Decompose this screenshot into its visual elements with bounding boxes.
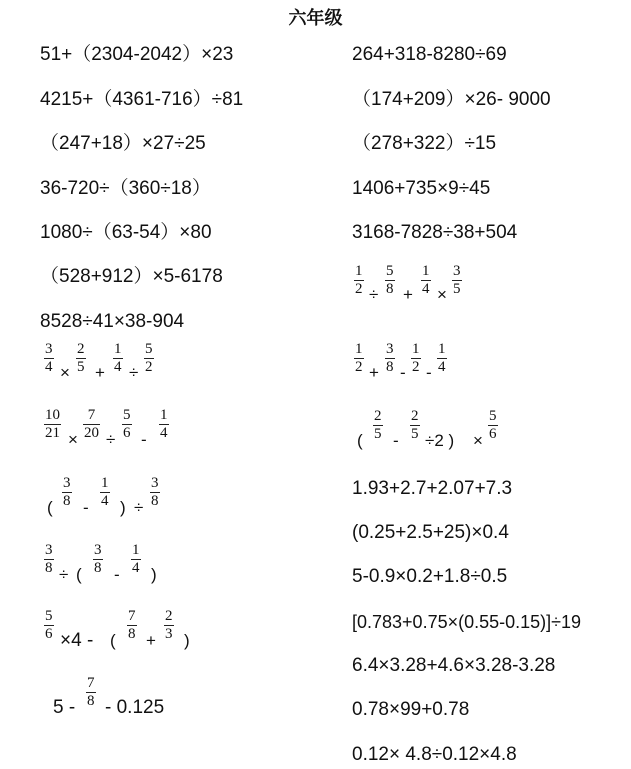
- fraction: 2 3: [165, 608, 173, 642]
- expression-left-2: 4215+（4361-716）÷81: [40, 89, 244, 110]
- expression-right-5: 3168-7828÷38+504: [352, 222, 518, 243]
- fraction: 5 2: [145, 341, 153, 375]
- fraction: 3 4: [45, 341, 53, 375]
- fraction: 1 2: [355, 263, 363, 297]
- fraction: 3 5: [453, 263, 461, 297]
- fraction: 3 8: [151, 475, 159, 509]
- expression-right-9: [0.783+0.75×(0.55-0.15)]÷19: [352, 612, 582, 632]
- fraction: 7 20: [84, 407, 99, 441]
- fraction: 1 4: [132, 542, 140, 576]
- expression-left-3: （247+18）×27÷25: [40, 133, 206, 154]
- fraction: 5 6: [123, 407, 131, 441]
- expression-right-2: （174+209）×26- 9000: [352, 89, 551, 110]
- expression-left-1: 51+（2304-2042）×23: [40, 44, 234, 65]
- fraction: 10 21: [45, 407, 60, 441]
- expression-left-7: 8528÷41×38-904: [40, 311, 185, 332]
- expression-right-1: 264+318-8280÷69: [352, 44, 507, 65]
- fraction: 3 8: [45, 542, 53, 576]
- expression-right-11: 0.78×99+0.78: [352, 699, 470, 720]
- expression-left-4: 36-720÷（360÷18）: [40, 178, 211, 199]
- fraction: 1 4: [101, 475, 109, 509]
- expression-right-12: 0.12× 4.8÷0.12×4.8: [352, 744, 517, 765]
- fraction: 2 5: [374, 408, 382, 442]
- fraction: 2 5: [77, 341, 85, 375]
- fraction: 1 2: [412, 341, 420, 375]
- fraction: 7 8: [128, 608, 136, 642]
- fraction: 1 2: [355, 341, 363, 375]
- expression-right-6: 1.93+2.7+2.07+7.3: [352, 478, 513, 499]
- fraction: 3 8: [63, 475, 71, 509]
- fraction: 1 4: [438, 341, 446, 375]
- expression-left-6: （528+912）×5-6178: [40, 266, 223, 287]
- fraction: 5 8: [386, 263, 394, 297]
- expression-right-8: 5-0.9×0.2+1.8÷0.5: [352, 566, 508, 587]
- expression-right-3: （278+322）÷15: [352, 133, 497, 154]
- expression-right-10: 6.4×3.28+4.6×3.28-3.28: [352, 655, 556, 676]
- fraction: 7 8: [87, 675, 95, 709]
- fraction: 1 4: [422, 263, 430, 297]
- fraction: 3 8: [94, 542, 102, 576]
- expression-right-4: 1406+735×9÷45: [352, 178, 491, 199]
- fraction: 5 6: [489, 408, 497, 442]
- fraction: 3 8: [386, 341, 394, 375]
- expression-left-5: 1080÷（63-54）×80: [40, 222, 212, 243]
- fraction: 2 5: [411, 408, 419, 442]
- expression-right-7: (0.25+2.5+25)×0.4: [352, 522, 509, 543]
- worksheet-title: 六年级: [288, 8, 343, 29]
- fraction: 5 6: [45, 608, 53, 642]
- fraction: 1 4: [160, 407, 168, 441]
- fraction: 1 4: [114, 341, 122, 375]
